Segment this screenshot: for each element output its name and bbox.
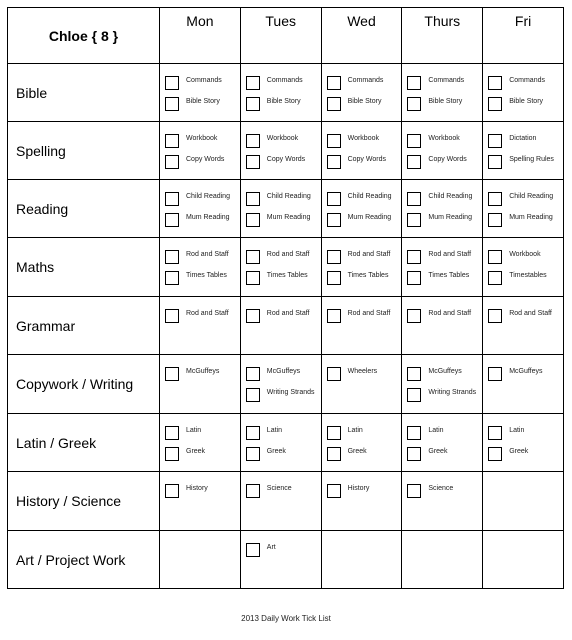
task-item bbox=[165, 133, 240, 148]
task-label: Rod and Staff bbox=[347, 251, 391, 258]
task-checkbox[interactable] bbox=[246, 543, 260, 557]
task-checkbox[interactable] bbox=[327, 484, 341, 498]
task-label: Bible Story bbox=[428, 98, 463, 105]
day-cell-fri bbox=[483, 238, 564, 297]
task-checkbox[interactable] bbox=[407, 426, 421, 440]
task-checkbox[interactable] bbox=[327, 76, 341, 90]
task-label: Workbook bbox=[428, 135, 460, 142]
task-checkbox[interactable] bbox=[165, 97, 179, 111]
subject-row bbox=[8, 297, 564, 355]
day-cell-wed bbox=[321, 355, 402, 414]
task-label: Science bbox=[266, 485, 292, 492]
task-item bbox=[327, 483, 402, 498]
task-item bbox=[407, 191, 482, 206]
task-item bbox=[165, 249, 240, 264]
day-cell-mon bbox=[160, 531, 241, 589]
day-cell-fri bbox=[483, 297, 564, 355]
task-label: Art bbox=[266, 544, 276, 551]
task-checkbox[interactable] bbox=[327, 447, 341, 461]
task-item bbox=[165, 212, 240, 227]
task-item bbox=[246, 191, 321, 206]
day-cell-tues bbox=[240, 238, 321, 297]
task-item bbox=[246, 96, 321, 111]
day-cell-wed bbox=[321, 472, 402, 531]
subject-row bbox=[8, 472, 564, 531]
tick-list-table bbox=[7, 7, 564, 589]
day-cell-fri bbox=[483, 414, 564, 472]
subject-label: Bible bbox=[8, 64, 160, 122]
subject-row bbox=[8, 414, 564, 472]
day-cell-tues bbox=[240, 531, 321, 589]
task-checkbox[interactable] bbox=[246, 250, 260, 264]
task-item bbox=[327, 75, 402, 90]
day-cell-thurs bbox=[402, 122, 483, 180]
subject-label: Copywork / Writing bbox=[8, 355, 160, 414]
task-label: Commands bbox=[509, 77, 545, 84]
task-item bbox=[407, 446, 482, 461]
day-header-thurs: Thurs bbox=[402, 8, 483, 64]
task-item bbox=[407, 75, 482, 90]
day-header-mon: Mon bbox=[160, 8, 241, 64]
subject-label: Grammar bbox=[8, 297, 160, 355]
task-checkbox[interactable] bbox=[165, 250, 179, 264]
task-label: Copy Words bbox=[428, 156, 467, 163]
task-checkbox[interactable] bbox=[327, 192, 341, 206]
task-item bbox=[327, 270, 402, 285]
subject-label: Reading bbox=[8, 180, 160, 238]
task-label: Latin bbox=[509, 427, 525, 434]
task-item bbox=[407, 154, 482, 169]
task-item bbox=[327, 446, 402, 461]
day-cell-thurs bbox=[402, 472, 483, 531]
task-label: Mum Reading bbox=[266, 214, 311, 221]
subject-label: Spelling bbox=[8, 122, 160, 180]
day-cell-tues bbox=[240, 297, 321, 355]
task-checkbox[interactable] bbox=[488, 447, 502, 461]
task-label: Rod and Staff bbox=[428, 251, 472, 258]
task-label: Times Tables bbox=[347, 272, 389, 279]
task-item bbox=[407, 249, 482, 264]
task-label: Bible Story bbox=[266, 98, 301, 105]
task-checkbox[interactable] bbox=[246, 97, 260, 111]
task-label: Copy Words bbox=[347, 156, 386, 163]
task-label: Greek bbox=[266, 448, 286, 455]
task-checkbox[interactable] bbox=[407, 213, 421, 227]
task-label: Copy Words bbox=[266, 156, 306, 163]
task-label: Rod and Staff bbox=[266, 251, 310, 258]
task-label: Child Reading bbox=[509, 193, 554, 200]
task-checkbox[interactable] bbox=[165, 213, 179, 227]
task-label: History bbox=[186, 485, 208, 492]
task-item bbox=[246, 387, 321, 402]
day-cell-mon bbox=[160, 414, 241, 472]
day-cell-tues bbox=[240, 355, 321, 414]
task-label: Mum Reading bbox=[509, 214, 553, 221]
task-item bbox=[407, 366, 482, 381]
task-checkbox[interactable] bbox=[407, 367, 421, 381]
footer-caption: 2013 Daily Work Tick List bbox=[241, 614, 331, 623]
task-checkbox[interactable] bbox=[165, 192, 179, 206]
subject-row bbox=[8, 238, 564, 297]
task-label: Commands bbox=[428, 77, 465, 84]
task-checkbox[interactable] bbox=[407, 134, 421, 148]
task-label: Copy Words bbox=[186, 156, 225, 163]
task-checkbox[interactable] bbox=[246, 76, 260, 90]
task-item bbox=[407, 308, 482, 323]
day-cell-thurs bbox=[402, 355, 483, 414]
task-label: Mum Reading bbox=[347, 214, 392, 221]
task-label: Greek bbox=[347, 448, 367, 455]
task-label: Child Reading bbox=[186, 193, 230, 200]
task-checkbox[interactable] bbox=[488, 250, 502, 264]
day-cell-mon bbox=[160, 297, 241, 355]
task-label: McGuffeys bbox=[428, 368, 462, 375]
task-checkbox[interactable] bbox=[327, 155, 341, 169]
task-label: Workbook bbox=[266, 135, 299, 142]
task-item bbox=[246, 133, 321, 148]
task-item bbox=[407, 387, 482, 402]
task-label: Rod and Staff bbox=[509, 310, 552, 317]
task-label: Bible Story bbox=[186, 98, 220, 105]
subject-label: Maths bbox=[8, 238, 160, 297]
task-checkbox[interactable] bbox=[327, 271, 341, 285]
task-item bbox=[327, 366, 402, 381]
subject-label: History / Science bbox=[8, 472, 160, 531]
task-label: Writing Strands bbox=[266, 389, 315, 396]
task-label: Workbook bbox=[509, 251, 541, 258]
subject-label: Latin / Greek bbox=[8, 414, 160, 472]
task-item bbox=[488, 133, 563, 148]
task-label: Commands bbox=[347, 77, 384, 84]
task-checkbox[interactable] bbox=[407, 250, 421, 264]
task-checkbox[interactable] bbox=[165, 426, 179, 440]
task-checkbox[interactable] bbox=[165, 484, 179, 498]
task-checkbox[interactable] bbox=[407, 155, 421, 169]
task-item bbox=[246, 366, 321, 381]
day-cell-wed bbox=[321, 531, 402, 589]
task-item bbox=[488, 425, 563, 440]
task-checkbox[interactable] bbox=[407, 76, 421, 90]
task-label: Dictation bbox=[509, 135, 537, 142]
subject-row bbox=[8, 122, 564, 180]
task-checkbox[interactable] bbox=[246, 484, 260, 498]
day-cell-wed bbox=[321, 414, 402, 472]
task-label: Workbook bbox=[186, 135, 218, 142]
task-label: McGuffeys bbox=[266, 368, 301, 375]
task-checkbox[interactable] bbox=[488, 134, 502, 148]
task-checkbox[interactable] bbox=[165, 155, 179, 169]
task-item bbox=[246, 154, 321, 169]
task-checkbox[interactable] bbox=[246, 367, 260, 381]
day-cell-thurs bbox=[402, 414, 483, 472]
task-checkbox[interactable] bbox=[407, 388, 421, 402]
task-item bbox=[327, 212, 402, 227]
task-label: Rod and Staff bbox=[428, 310, 472, 317]
task-label: Rod and Staff bbox=[186, 310, 229, 317]
task-checkbox[interactable] bbox=[327, 213, 341, 227]
task-item bbox=[246, 542, 321, 557]
day-cell-fri bbox=[483, 122, 564, 180]
day-cell-tues bbox=[240, 472, 321, 531]
task-label: Greek bbox=[509, 448, 529, 455]
task-checkbox[interactable] bbox=[407, 309, 421, 323]
task-checkbox[interactable] bbox=[327, 97, 341, 111]
task-label: Latin bbox=[428, 427, 444, 434]
task-item bbox=[327, 96, 402, 111]
task-item bbox=[165, 75, 240, 90]
day-cell-wed bbox=[321, 238, 402, 297]
task-checkbox[interactable] bbox=[165, 309, 179, 323]
task-checkbox[interactable] bbox=[488, 309, 502, 323]
task-checkbox[interactable] bbox=[246, 134, 260, 148]
task-item bbox=[488, 446, 563, 461]
task-checkbox[interactable] bbox=[246, 388, 260, 402]
task-checkbox[interactable] bbox=[488, 213, 502, 227]
task-item bbox=[488, 366, 563, 381]
tick-list-body bbox=[8, 64, 564, 589]
task-checkbox[interactable] bbox=[327, 134, 341, 148]
task-label: Mum Reading bbox=[428, 214, 472, 221]
day-cell-tues bbox=[240, 64, 321, 122]
task-checkbox[interactable] bbox=[327, 309, 341, 323]
task-checkbox[interactable] bbox=[246, 309, 260, 323]
task-item bbox=[165, 191, 240, 206]
subject-row bbox=[8, 355, 564, 414]
task-checkbox[interactable] bbox=[488, 192, 502, 206]
task-item bbox=[488, 249, 563, 264]
task-label: Spelling Rules bbox=[509, 156, 554, 163]
task-label: Rod and Staff bbox=[186, 251, 229, 258]
task-checkbox[interactable] bbox=[246, 213, 260, 227]
task-item bbox=[165, 446, 240, 461]
task-item bbox=[488, 212, 563, 227]
task-label: History bbox=[347, 485, 370, 492]
day-cell-mon bbox=[160, 472, 241, 531]
task-item bbox=[407, 270, 482, 285]
day-cell-thurs bbox=[402, 238, 483, 297]
task-label: Rod and Staff bbox=[266, 310, 310, 317]
header-row bbox=[8, 8, 564, 64]
task-item bbox=[488, 308, 563, 323]
task-label: Writing Strands bbox=[428, 389, 477, 396]
task-item bbox=[407, 483, 482, 498]
task-label: Wheelers bbox=[347, 368, 378, 375]
task-checkbox[interactable] bbox=[488, 271, 502, 285]
task-label: Times Tables bbox=[428, 272, 470, 279]
task-label: Latin bbox=[186, 427, 202, 434]
task-checkbox[interactable] bbox=[488, 155, 502, 169]
task-item bbox=[246, 483, 321, 498]
task-label: Greek bbox=[186, 448, 206, 455]
task-label: Bible Story bbox=[509, 98, 544, 105]
day-header-wed: Wed bbox=[321, 8, 402, 64]
subject-row bbox=[8, 64, 564, 122]
subject-label: Art / Project Work bbox=[8, 531, 160, 589]
task-item bbox=[488, 96, 563, 111]
day-cell-thurs bbox=[402, 297, 483, 355]
task-label: Latin bbox=[347, 427, 363, 434]
task-label: Latin bbox=[266, 427, 282, 434]
task-checkbox[interactable] bbox=[246, 155, 260, 169]
task-item bbox=[246, 212, 321, 227]
task-item bbox=[246, 249, 321, 264]
task-checkbox[interactable] bbox=[165, 447, 179, 461]
task-item bbox=[165, 483, 240, 498]
day-cell-fri bbox=[483, 64, 564, 122]
day-header-fri: Fri bbox=[483, 8, 564, 64]
task-label: Timestables bbox=[509, 272, 547, 279]
task-item bbox=[488, 75, 563, 90]
task-checkbox[interactable] bbox=[407, 97, 421, 111]
task-label: Child Reading bbox=[428, 193, 473, 200]
task-checkbox[interactable] bbox=[327, 367, 341, 381]
task-item bbox=[327, 425, 402, 440]
task-item bbox=[488, 191, 563, 206]
task-label: Science bbox=[428, 485, 454, 492]
task-checkbox[interactable] bbox=[407, 447, 421, 461]
day-cell-fri bbox=[483, 531, 564, 589]
task-checkbox[interactable] bbox=[488, 97, 502, 111]
task-label: Bible Story bbox=[347, 98, 382, 105]
day-cell-tues bbox=[240, 180, 321, 238]
task-checkbox[interactable] bbox=[488, 426, 502, 440]
task-item bbox=[246, 75, 321, 90]
task-label: Workbook bbox=[347, 135, 379, 142]
day-cell-wed bbox=[321, 297, 402, 355]
task-item bbox=[407, 133, 482, 148]
day-cell-tues bbox=[240, 122, 321, 180]
task-checkbox[interactable] bbox=[488, 76, 502, 90]
task-item bbox=[246, 446, 321, 461]
task-checkbox[interactable] bbox=[246, 192, 260, 206]
task-checkbox[interactable] bbox=[488, 367, 502, 381]
task-item bbox=[246, 308, 321, 323]
day-cell-fri bbox=[483, 472, 564, 531]
day-cell-mon bbox=[160, 64, 241, 122]
task-item bbox=[407, 212, 482, 227]
day-cell-thurs bbox=[402, 64, 483, 122]
task-item bbox=[327, 133, 402, 148]
task-item bbox=[165, 96, 240, 111]
task-checkbox[interactable] bbox=[246, 447, 260, 461]
task-item bbox=[165, 425, 240, 440]
day-cell-mon bbox=[160, 122, 241, 180]
task-label: Commands bbox=[186, 77, 222, 84]
subject-row bbox=[8, 531, 564, 589]
task-checkbox[interactable] bbox=[407, 271, 421, 285]
task-label: Commands bbox=[266, 77, 303, 84]
day-cell-thurs bbox=[402, 531, 483, 589]
task-item bbox=[327, 191, 402, 206]
subject-row bbox=[8, 180, 564, 238]
task-checkbox[interactable] bbox=[407, 484, 421, 498]
task-checkbox[interactable] bbox=[407, 192, 421, 206]
task-checkbox[interactable] bbox=[327, 250, 341, 264]
task-item bbox=[165, 154, 240, 169]
task-label: McGuffeys bbox=[186, 368, 220, 375]
task-label: Rod and Staff bbox=[347, 310, 391, 317]
task-item bbox=[165, 270, 240, 285]
day-cell-mon bbox=[160, 180, 241, 238]
day-cell-wed bbox=[321, 64, 402, 122]
day-header-tues: Tues bbox=[240, 8, 321, 64]
task-checkbox[interactable] bbox=[165, 134, 179, 148]
day-cell-wed bbox=[321, 122, 402, 180]
day-cell-fri bbox=[483, 355, 564, 414]
task-item bbox=[407, 425, 482, 440]
day-cell-mon bbox=[160, 355, 241, 414]
task-checkbox[interactable] bbox=[327, 426, 341, 440]
task-label: McGuffeys bbox=[509, 368, 543, 375]
task-item bbox=[165, 308, 240, 323]
task-item bbox=[327, 308, 402, 323]
task-checkbox[interactable] bbox=[165, 76, 179, 90]
task-item bbox=[165, 366, 240, 381]
task-checkbox[interactable] bbox=[246, 271, 260, 285]
task-item bbox=[327, 154, 402, 169]
day-cell-thurs bbox=[402, 180, 483, 238]
task-item bbox=[327, 249, 402, 264]
task-label: Times Tables bbox=[186, 272, 227, 279]
day-cell-tues bbox=[240, 414, 321, 472]
task-label: Mum Reading bbox=[186, 214, 230, 221]
task-checkbox[interactable] bbox=[165, 271, 179, 285]
day-cell-mon bbox=[160, 238, 241, 297]
task-item bbox=[246, 270, 321, 285]
task-checkbox[interactable] bbox=[246, 426, 260, 440]
task-label: Greek bbox=[428, 448, 448, 455]
task-label: Child Reading bbox=[266, 193, 311, 200]
task-checkbox[interactable] bbox=[165, 367, 179, 381]
task-item bbox=[488, 154, 563, 169]
day-cell-wed bbox=[321, 180, 402, 238]
student-name: Chloe { 8 } bbox=[8, 8, 160, 64]
task-item bbox=[407, 96, 482, 111]
day-cell-fri bbox=[483, 180, 564, 238]
task-label: Child Reading bbox=[347, 193, 392, 200]
task-item bbox=[488, 270, 563, 285]
task-label: Times Tables bbox=[266, 272, 308, 279]
task-item bbox=[246, 425, 321, 440]
